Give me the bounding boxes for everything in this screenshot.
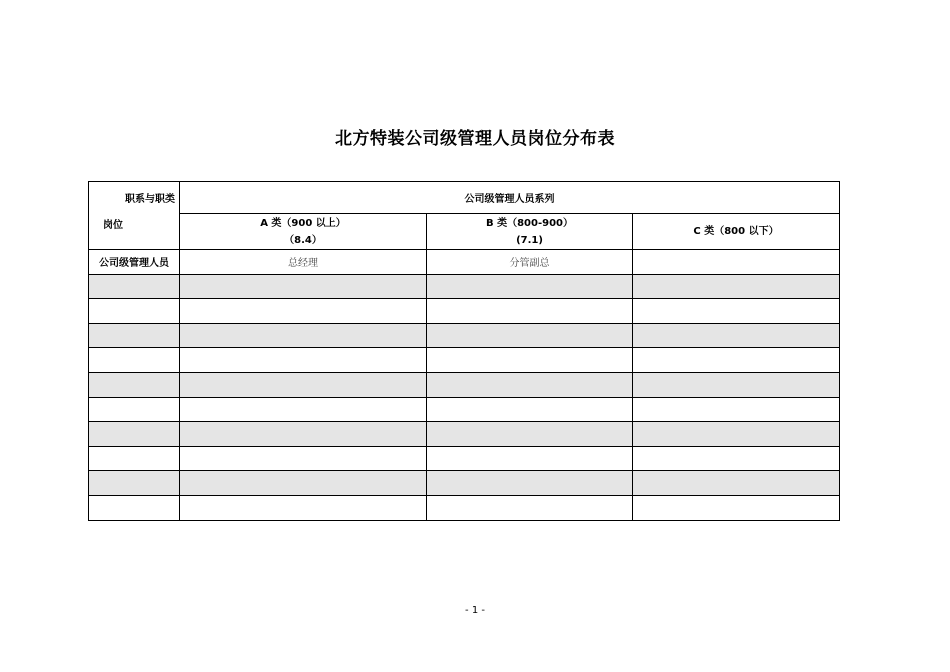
cell-class-b bbox=[427, 372, 633, 397]
row-label-cell: 公司级管理人员 bbox=[89, 250, 180, 275]
cell-class-c bbox=[633, 348, 840, 373]
cell-class-a bbox=[180, 299, 427, 324]
series-header: 公司级管理人员系列 bbox=[180, 182, 840, 214]
corner-bottom-label: 岗位 bbox=[103, 220, 123, 231]
table-row bbox=[89, 274, 840, 299]
column-header-b bbox=[427, 214, 633, 250]
page-title: 北方特装公司级管理人员岗位分布表 bbox=[335, 129, 615, 149]
cell-class-c bbox=[633, 397, 840, 422]
cell-class-a bbox=[180, 348, 427, 373]
row-label-cell bbox=[89, 323, 180, 348]
cell-class-c bbox=[633, 299, 840, 324]
row-label-cell bbox=[89, 348, 180, 373]
row-label-cell bbox=[89, 299, 180, 324]
cell-class-b bbox=[427, 422, 633, 447]
table-row bbox=[89, 323, 840, 348]
cell-class-b: 分管副总 bbox=[427, 250, 633, 275]
cell-class-c bbox=[633, 372, 840, 397]
cell-class-a bbox=[180, 397, 427, 422]
column-header-a-line1: A 类（900 以上） bbox=[260, 217, 346, 229]
cell-class-c bbox=[633, 323, 840, 348]
cell-class-b bbox=[427, 397, 633, 422]
cell-class-a bbox=[180, 274, 427, 299]
row-label-cell bbox=[89, 422, 180, 447]
table-body bbox=[89, 250, 840, 521]
position-distribution-table bbox=[88, 181, 840, 521]
cell-class-a bbox=[180, 446, 427, 471]
cell-class-b bbox=[427, 446, 633, 471]
cell-class-b bbox=[427, 323, 633, 348]
cell-class-a: 总经理 bbox=[180, 250, 427, 275]
column-header-a bbox=[180, 214, 427, 250]
corner-cell bbox=[89, 182, 180, 250]
cell-class-c bbox=[633, 422, 840, 447]
cell-class-c bbox=[633, 471, 840, 496]
cell-class-a bbox=[180, 471, 427, 496]
cell-class-b bbox=[427, 348, 633, 373]
cell-class-c bbox=[633, 446, 840, 471]
table-subheader-row bbox=[89, 214, 840, 250]
table-row bbox=[89, 471, 840, 496]
cell-class-b bbox=[427, 495, 633, 520]
cell-class-c bbox=[633, 250, 840, 275]
row-label-cell bbox=[89, 397, 180, 422]
column-header-c bbox=[633, 214, 840, 250]
row-label-cell bbox=[89, 274, 180, 299]
table-row bbox=[89, 299, 840, 324]
cell-class-a bbox=[180, 422, 427, 447]
table-header-row bbox=[89, 182, 840, 214]
cell-class-b bbox=[427, 274, 633, 299]
cell-class-a bbox=[180, 323, 427, 348]
cell-class-c bbox=[633, 274, 840, 299]
row-label-cell bbox=[89, 372, 180, 397]
cell-class-a bbox=[180, 372, 427, 397]
corner-top-label: 职系与职类 bbox=[125, 194, 175, 205]
table-row bbox=[89, 422, 840, 447]
cell-class-a bbox=[180, 495, 427, 520]
page-number: - 1 - bbox=[465, 605, 485, 616]
column-header-c-line1: C 类（800 以下） bbox=[693, 226, 779, 237]
row-label-cell bbox=[89, 471, 180, 496]
cell-class-c bbox=[633, 495, 840, 520]
table-row bbox=[89, 250, 840, 275]
cell-class-b bbox=[427, 471, 633, 496]
table-row bbox=[89, 495, 840, 520]
column-header-b-line1: B 类（800-900） bbox=[485, 217, 573, 229]
row-label-cell bbox=[89, 495, 180, 520]
row-label-cell bbox=[89, 446, 180, 471]
column-header-a-line2: （8.4） bbox=[284, 234, 322, 246]
table-row bbox=[89, 446, 840, 471]
cell-class-b bbox=[427, 299, 633, 324]
table-row bbox=[89, 372, 840, 397]
column-header-b-line2: (7.1) bbox=[516, 234, 543, 246]
table-row bbox=[89, 397, 840, 422]
table-row bbox=[89, 348, 840, 373]
